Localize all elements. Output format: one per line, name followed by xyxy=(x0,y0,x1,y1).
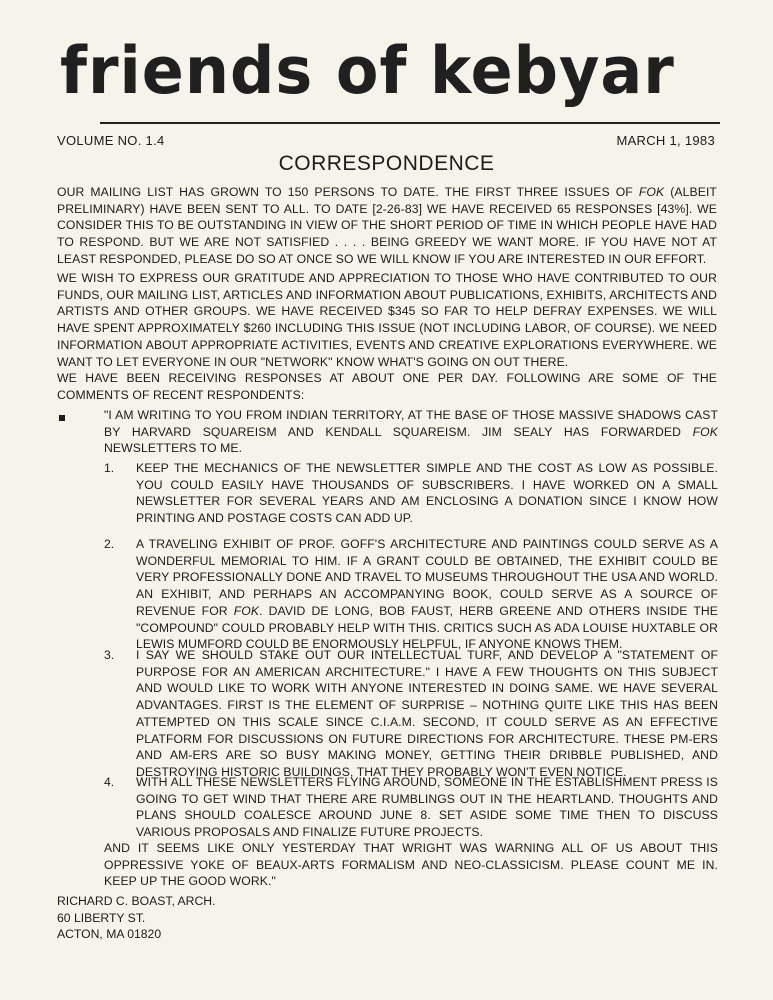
item2-emphasis: FOK xyxy=(233,603,260,618)
list-item-number: 4. xyxy=(104,775,115,789)
masthead-title: friends of kebyar xyxy=(60,31,675,109)
intro-emphasis: FOK xyxy=(692,424,718,439)
mailing-list-paragraph xyxy=(57,184,717,268)
signature-street: 60 LIBERTY ST. xyxy=(57,910,146,925)
masthead-rule xyxy=(100,122,720,124)
list-item-number: 1. xyxy=(104,461,115,475)
p1-text-after: (ALBEIT PRELIMINARY) HAVE BEEN SENT TO ALL. TO DATE [2-26-83] WE HAVE RECEIVED 65 RESPONSES [43%]. WE CONSIDER THIS TO BE OUTSTANDING IN VIEW OF THE SHORT PERIOD OF TIME IN WHICH PEOPLE HAVE HAD TO RESPOND. BUT WE ARE NOT SATISFIED . . . . BEING GREEDY WE WANT MORE. IF YOU HAVE NOT AT LEAST RESPONDED, PLEASE DO SO AT ONCE SO WE WILL KNOW IF YOU ARE INTERESTED IN OUR EFFORT. xyxy=(57,185,717,266)
square-bullet-icon xyxy=(59,415,65,421)
list-item-text: I SAY WE SHOULD STAKE OUT OUR INTELLECTUAL TURF, AND DEVELOP A "STATEMENT OF PURPOSE FOR AN AMERICAN ARCHITECTURE." I HAVE A FEW THOUGHTS ON THIS SUBJECT AND WOULD LIKE TO WORK WITH ANYONE INTERESTED IN DOING SAME. WE HAVE SEVERAL ADVANTAGES. FIRST IS THE ELEMENT OF SURPRISE – NOTHING QUITE LIKE THIS HAS BEEN ATTEMPTED ON THIS SCALE SINCE C.I.A.M. SECOND, IT COULD SERVE AS AN EFFECTIVE PLATFORM FOR DISCUSSIONS ON FUTURE DIRECTIONS FOR ARCHITECTURE. THESE PM-ERS AND AM-ERS ARE SO BUSY MAKING MONEY, GETTING THEIR DRIBBLE PUBLISHED, AND DESTROYING HISTORIC BUILDINGS, THAT THEY PROBABLY WON'T EVEN NOTICE. xyxy=(136,648,718,779)
intro-text-after: NEWSLETTERS TO ME. xyxy=(104,441,243,456)
list-item-number: 2. xyxy=(104,537,115,551)
gratitude-paragraph: WE WISH TO EXPRESS OUR GRATITUDE AND APPRECIATION TO THOSE WHO HAVE CONTRIBUTED TO OUR FUNDS, OUR MAILING LIST, ARTICLES AND INFORMATION ABOUT PUBLICATIONS, EXHIBITS, ARCHITECTS AND ARTISTS AND OTHER GROUPS. WE HAVE RECEIVED $345 SO FAR TO HELP DEFRAY EXPENSES. WE WILL HAVE SPENT APPROXIMATELY $260 INCLUDING THIS ISSUE (NOT INCLUDING LABOR, OF COURSE). WE NEED INFORMATION ABOUT APPROPRIATE ACTIVITIES, EVENTS AND CREATIVE EXPLORATIONS EVERYWHERE. WE WANT TO LET EVERYONE IN OUR "NETWORK" KNOW WHAT'S GOING ON OUT THERE. xyxy=(57,271,717,369)
section-heading: CORRESPONDENCE xyxy=(278,152,495,175)
item2-text-after: . DAVID DE LONG, BOB FAUST, HERB GREENE AND OTHERS INSIDE THE "COMPOUND" COULD PROBABLY HELP WITH THIS. CRITICS SUCH AS ADA LOUISE HUXTABLE OR LEWIS MUMFORD COULD BE ENORMOUSLY HELPFUL, IF ANYONE KNOWS THEM. xyxy=(136,603,718,652)
list-item-number: 3. xyxy=(104,648,115,662)
signature-block xyxy=(57,893,215,943)
volume-number: VOLUME NO. 1.4 xyxy=(57,133,165,148)
signature-name: RICHARD C. BOAST, ARCH. xyxy=(57,894,216,908)
list-item-text xyxy=(136,536,718,653)
letter-intro xyxy=(104,407,718,457)
p1-text-before: OUR MAILING LIST HAS GROWN TO 150 PERSONS TO DATE. THE FIRST THREE ISSUES OF xyxy=(57,185,639,199)
list-item-text: WITH ALL THESE NEWSLETTERS FLYING AROUND, SOMEONE IN THE ESTABLISHMENT PRESS IS GOING TO GET WIND THAT THERE ARE RUMBLINGS OUT IN THE HEARTLAND. THOUGHTS AND PLANS SHOULD COALESCE AROUND JUNE 8. SET ASIDE SOME TIME THEN TO DISCUSS VARIOUS PROPOSALS AND FINALIZE FUTURE PROJECTS. xyxy=(136,775,718,840)
list-item-text: KEEP THE MECHANICS OF THE NEWSLETTER SIMPLE AND THE COST AS LOW AS POSSIBLE. YOU COULD EASILY HAVE THOUSANDS OF SUBSCRIBERS. I HAVE WORKED ON A SMALL NEWSLETTER FOR SEVERAL YEARS AND AM ENCLOSING A DONATION SINCE I KNOW HOW PRINTING AND POSTAGE COSTS CAN ADD UP. xyxy=(136,461,718,526)
letter-closing: AND IT SEEMS LIKE ONLY YESTERDAY THAT WRIGHT WAS WARNING ALL OF US ABOUT THIS OPPRESSIVE YOKE OF BEAUX-ARTS FORMALISM AND NEO-CLASSICISM. PLEASE COUNT ME IN. KEEP UP THE GOOD WORK." xyxy=(104,841,718,889)
intro-text-before: "I AM WRITING TO YOU FROM INDIAN TERRITORY, AT THE BASE OF THOSE MASSIVE SHADOWS CAST BY HARVARD SQUAREISM AND KENDALL SQUAREISM. JIM SEALY HAS FORWARDED xyxy=(104,408,718,439)
p1-emphasis: FOK xyxy=(638,185,665,199)
issue-date: MARCH 1, 1983 xyxy=(616,133,715,148)
signature-city: ACTON, MA 01820 xyxy=(57,927,162,942)
responses-paragraph: WE HAVE BEEN RECEIVING RESPONSES AT ABOUT ONE PER DAY. FOLLOWING ARE SOME OF THE COMMENTS OF RECENT RESPONDENTS: xyxy=(57,371,717,402)
item2-text-before: A TRAVELING EXHIBIT OF PROF. GOFF'S ARCHITECTURE AND PAINTINGS COULD SERVE AS A WONDERFUL MEMORIAL TO HIM. IF A GRANT COULD BE OBTAINED, THE EXHIBIT COULD BE VERY PROFESSIONALLY DONE AND TRAVEL TO MUSEUMS THROUGHOUT THE USA AND WORLD. AN EXHIBIT, AND PERHAPS AN ACCOMPANYING BOOK, COULD SERVE AS A SOURCE OF REVENUE FOR xyxy=(136,537,718,618)
